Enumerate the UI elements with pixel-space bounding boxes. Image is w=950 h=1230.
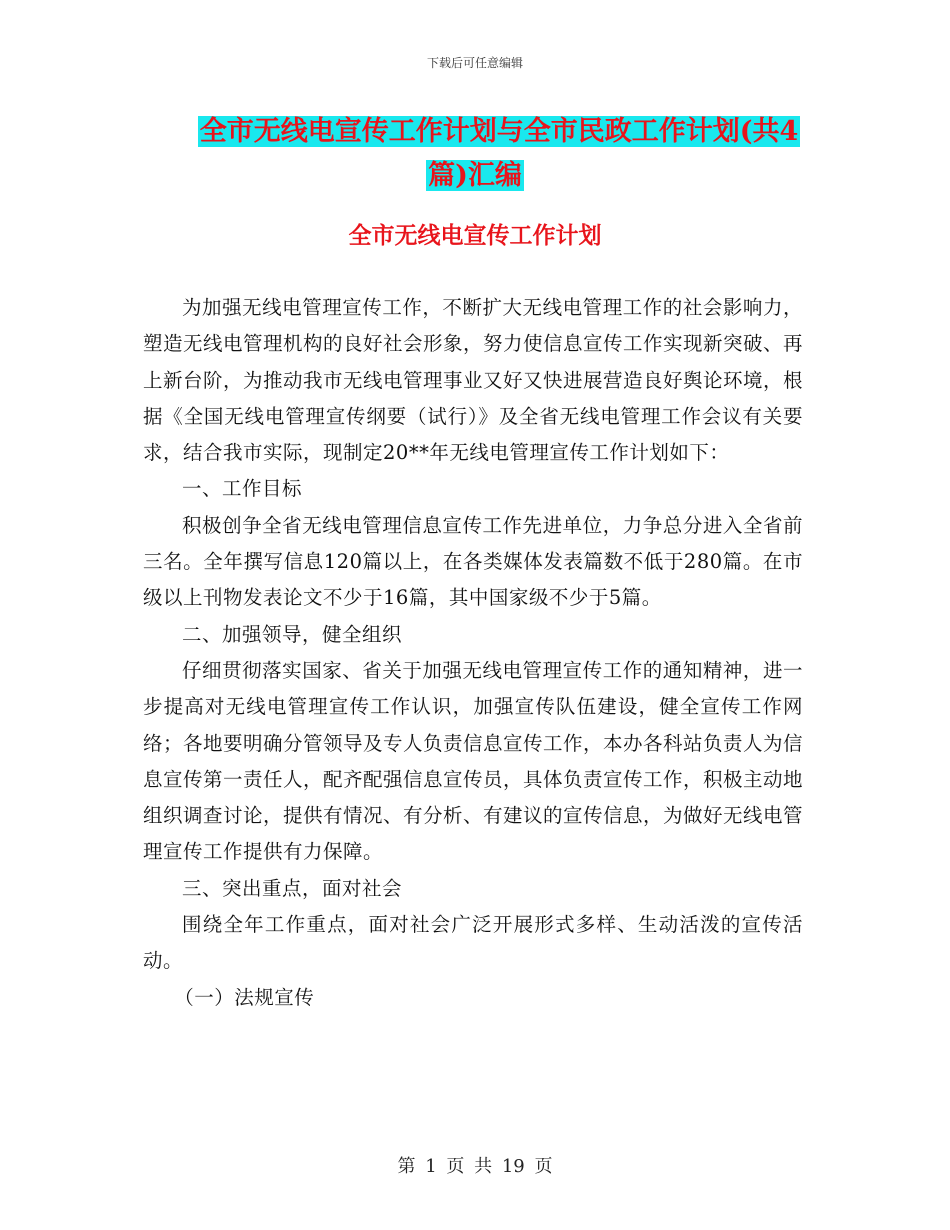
paragraph-focus: 围绕全年工作重点，面对社会广泛开展形式多样、生动活泼的宣传活动。: [143, 913, 803, 973]
paragraph-intro: 为加强无线电管理宣传工作，不断扩大无线电管理工作的社会影响力，塑造无线电管理机构的良好社会形象，努力使信息宣传工作实现新突破、再上新台阶，为推动我市无线电管理事业又好又快进展营造良好舆论环境，根据《全国无线电管理宣传纲要（试行）》及全省无线电管理工作会议有关要求，结合我市实际，现制定20**年无线电管理宣传工作计划如下：: [143, 296, 804, 465]
heading-regulation-publicity: （一）法规宣传: [174, 985, 315, 1009]
title-line-1: 全市无线电宣传工作计划与全市民政工作计划(共4: [199, 116, 799, 147]
heading-work-goals: 一、工作目标: [182, 477, 303, 501]
page-footer: 第 1 页 共 19 页: [397, 1156, 553, 1177]
section-title: 全市无线电宣传工作计划: [348, 222, 602, 249]
document-body: [143, 290, 803, 1016]
header-note: 下载后可任意编辑: [426, 56, 523, 70]
document-title: [0, 110, 950, 198]
heading-focus: 三、突出重点，面对社会: [182, 876, 403, 900]
paragraph-goals: 积极创争全省无线电管理信息宣传工作先进单位，力争总分进入全省前三名。全年撰写信息120篇以上，在各类媒体发表篇数不低于280篇。在市级以上刊物发表论文不少于16篇，其中国家级不少于5篇。: [143, 513, 803, 610]
title-line-2: 篇)汇编: [428, 160, 522, 191]
heading-leadership: 二、加强领导，健全组织: [182, 622, 403, 646]
paragraph-leadership: 仔细贯彻落实国家、省关于加强无线电管理宣传工作的通知精神，进一步提高对无线电管理宣传工作认识，加强宣传队伍建设，健全宣传工作网络；各地要明确分管领导及专人负责信息宣传工作，本办各科站负责人为信息宣传第一责任人，配齐配强信息宣传员，具体负责宣传工作，积极主动地组织调查讨论，提供有情况、有分析、有建议的宣传信息，为做好无线电管理宣传工作提供有力保障。: [143, 658, 804, 864]
